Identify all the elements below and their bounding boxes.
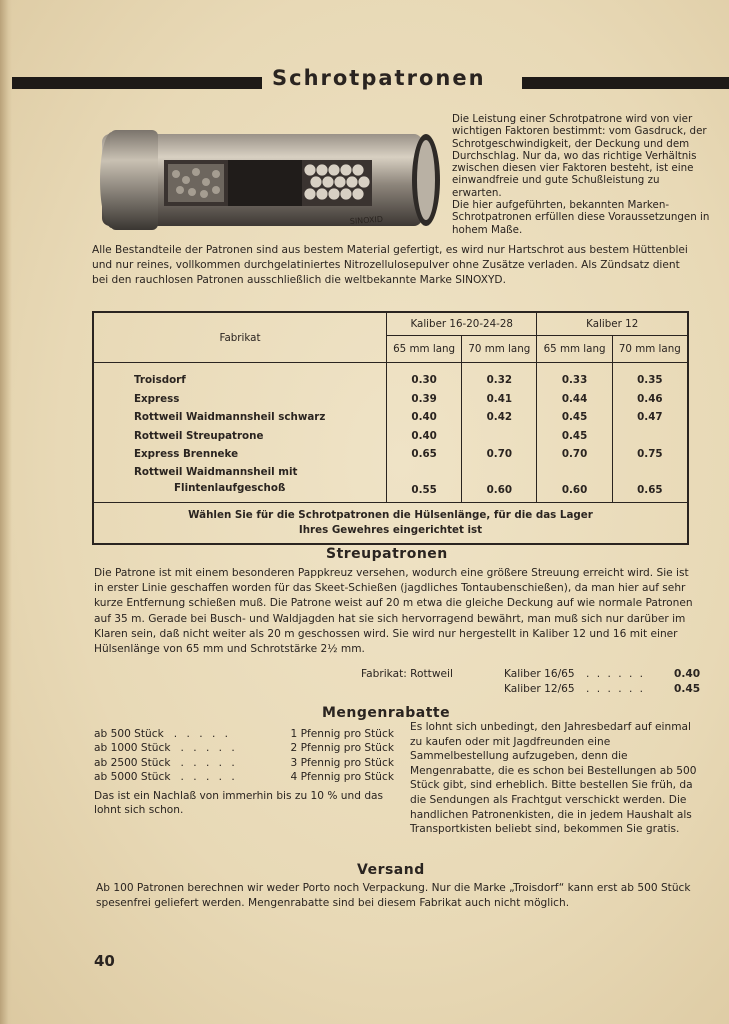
price-cell: 0.45 — [537, 427, 612, 446]
kaliber-16-price: 0.40 — [674, 668, 701, 680]
list-item — [94, 756, 394, 770]
heading-streupatronen: Streupatronen — [326, 546, 448, 562]
dots: . . . . . — [180, 742, 238, 755]
intro-paragraph: Die Leistung einer Schrotpatrone wird von vier wichtigen Faktoren bestimmt: vom Gasdruck, der Schrotgeschwindigkeit, der Deckung und dem Durchschlag. Nur da, wo das richtige Verhältnis zwischen diesen vier Faktoren besteht, ist eine einwandfreie und gute Schußleistung zu erwarten. — [452, 113, 707, 199]
price-cell: 0.46 — [637, 392, 663, 405]
price-cell: 0.41 — [462, 390, 537, 409]
quantity: ab 500 Stück — [94, 728, 164, 740]
price-cell: 0.40 — [387, 427, 462, 446]
quantity: ab 5000 Stück — [94, 771, 171, 784]
list-item — [94, 741, 394, 755]
price-table — [92, 311, 689, 545]
kaliber-16-dots: . . . . . . — [586, 668, 646, 680]
row-name-line1: Rottweil Waidmannsheil mit — [134, 465, 298, 478]
table-footer-line1: Wählen Sie für die Schrotpatronen die Hülsenlänge, für die das Lager — [188, 508, 593, 521]
table-row — [93, 464, 688, 503]
price-cell: 0.60 — [462, 464, 537, 503]
row-name — [93, 464, 387, 503]
price-cell — [612, 427, 688, 446]
row-name: Troisdorf — [93, 371, 387, 390]
heading-versand: Versand — [357, 862, 425, 878]
price-cell: 0.65 — [637, 483, 663, 496]
dots: . . . . . — [180, 771, 238, 784]
price-cell: 0.33 — [537, 371, 612, 390]
quantity: ab 2500 Stück — [94, 756, 171, 769]
price-cell: 0.35 — [637, 374, 663, 387]
price-cell: 0.70 — [537, 445, 612, 464]
rabatt-note: Das ist ein Nachlaß von immerhin bis zu 10 % und das lohnt sich schon. — [94, 789, 384, 817]
discount: 1 Pfennig pro Stück — [290, 728, 394, 740]
list-item — [94, 727, 394, 741]
title-bar-right — [522, 77, 729, 89]
header-65mm: 65 mm lang — [387, 336, 462, 363]
price-cell: 0.45 — [537, 408, 612, 427]
price-cell: 0.55 — [387, 464, 462, 503]
price-cell: 0.47 — [637, 411, 663, 424]
list-item — [94, 770, 394, 784]
shotgun-cartridge-illustration — [96, 124, 442, 234]
intro-paragraph-2: Die hier aufgeführten, bekannten Marken-Schrotpatronen erfüllen diese Voraussetzungen in hohem Maße. — [452, 199, 710, 236]
kaliber-12-dots: . . . . . . — [586, 683, 646, 695]
table-row — [93, 390, 688, 409]
kaliber-16-label: Kaliber 16/65 — [504, 668, 575, 680]
title-bar-left — [12, 77, 262, 89]
price-cell: 0.32 — [462, 371, 537, 390]
price-cell: 0.65 — [387, 445, 462, 464]
price-cell: 0.44 — [537, 390, 612, 409]
price-cell: 0.40 — [387, 408, 462, 427]
price-cell: 0.42 — [462, 408, 537, 427]
table-row — [93, 427, 688, 446]
table-row — [93, 445, 688, 464]
price-cell: 0.60 — [537, 464, 612, 503]
page-title: Schrotpatronen — [272, 66, 486, 90]
rabatt-list — [94, 727, 394, 817]
streupatronen-paragraph: Die Patrone ist mit einem besonderen Pappkreuz versehen, wodurch eine größere Streuung erreicht wird. Sie ist in erster Linie geschaffen worden für das Skeet-Schießen (jagdliches Tontaubenschießen), da man hier auf sehr kurze Entfernung schießen muß. Die Patrone weist auf 20 m etwa die gleiche Deckung auf wie normale Patronen auf 35 m. Gerade bei Busch- und Waldjagden hat sie sich hervorragend bewährt, man muß sich nur darüber im Klaren sein, daß nicht weiter als 20 m geschossen wird. Sie wird nur hergestellt in Kaliber 12 und 16 mit einer Hülsenlänge von 65 mm und Schrotstärke 2½ mm. — [94, 567, 693, 656]
kaliber-12-price: 0.45 — [674, 683, 701, 695]
quantity: ab 1000 Stück — [94, 742, 171, 755]
row-name: Express Brenneke — [93, 445, 387, 464]
header-70mm: 70 mm lang — [612, 336, 688, 363]
header-kaliber-12: Kaliber 12 — [537, 312, 688, 336]
price-cell: 0.39 — [387, 390, 462, 409]
rabatt-paragraph: Es lohnt sich unbedingt, den Jahresbedarf auf einmal zu kaufen oder mit Jagdfreunden eine Sammelbestellung aufzugeben, denn die Mengenrabatte, die es schon bei Bestellungen ab 500 Stück gibt, sind erheblich. Bitte bestellen Sie früh, da die Sendungen als Frachtgut verschickt werden. Die handlichen Patronenkisten, die in jedem Haushalt als Transportkisten beliebt sind, bekommen Sie gratis. — [410, 721, 697, 836]
kaliber-12-label: Kaliber 12/65 — [504, 683, 575, 695]
page-gutter — [0, 0, 12, 1024]
cartridge-marking: SINOXID — [349, 214, 384, 226]
table-row — [93, 371, 688, 390]
price-cell: 0.75 — [637, 448, 663, 461]
header-70mm: 70 mm lang — [462, 336, 537, 363]
row-name-line2: Flintenlaufgeschoß — [174, 481, 286, 494]
discount: 2 Pfennig pro Stück — [290, 742, 394, 755]
table-footer-note — [93, 502, 688, 544]
dots: . . . . . — [173, 728, 232, 740]
row-name: Express — [93, 390, 387, 409]
price-cell: 0.30 — [387, 371, 462, 390]
versand-paragraph: Ab 100 Patronen berechnen wir weder Porto noch Verpackung. Nur die Marke „Troisdorf“ kann erst ab 500 Stück spesenfrei geliefert werden. Mengenrabatte sind bei diesem Fabrikat auch nicht möglich. — [96, 882, 691, 910]
page-number: 40 — [94, 952, 115, 970]
dots: . . . . . — [180, 756, 238, 769]
price-cell: 0.70 — [462, 445, 537, 464]
row-name: Rottweil Waidmannsheil schwarz — [93, 408, 387, 427]
header-65mm: 65 mm lang — [537, 336, 612, 363]
price-cell — [462, 427, 537, 446]
components-paragraph: Alle Bestandteile der Patronen sind aus bestem Material gefertigt, es wird nur Hartschrot aus bestem Hüttenblei und nur reines, vollkommen durchgelatiniertes Nitrozellulosepulver ohne Zusätze verladen. Als Zündsatz dient bei den rauchlosen Patronen ausschließlich die weltbekannte Marke SINOXYD. — [92, 244, 688, 287]
table-row — [93, 408, 688, 427]
col-fabrikat: Fabrikat — [93, 312, 387, 363]
row-name: Rottweil Streupatrone — [93, 427, 387, 446]
heading-mengenrabatte: Mengenrabatte — [322, 705, 451, 721]
discount: 3 Pfennig pro Stück — [290, 756, 394, 769]
fabrikat-label: Fabrikat: Rottweil — [361, 668, 453, 680]
table-footer-line2: Ihres Gewehres eingerichtet ist — [298, 523, 483, 536]
intro-block — [452, 113, 712, 236]
header-kaliber-16-28: Kaliber 16-20-24-28 — [387, 312, 537, 336]
discount: 4 Pfennig pro Stück — [290, 771, 394, 784]
